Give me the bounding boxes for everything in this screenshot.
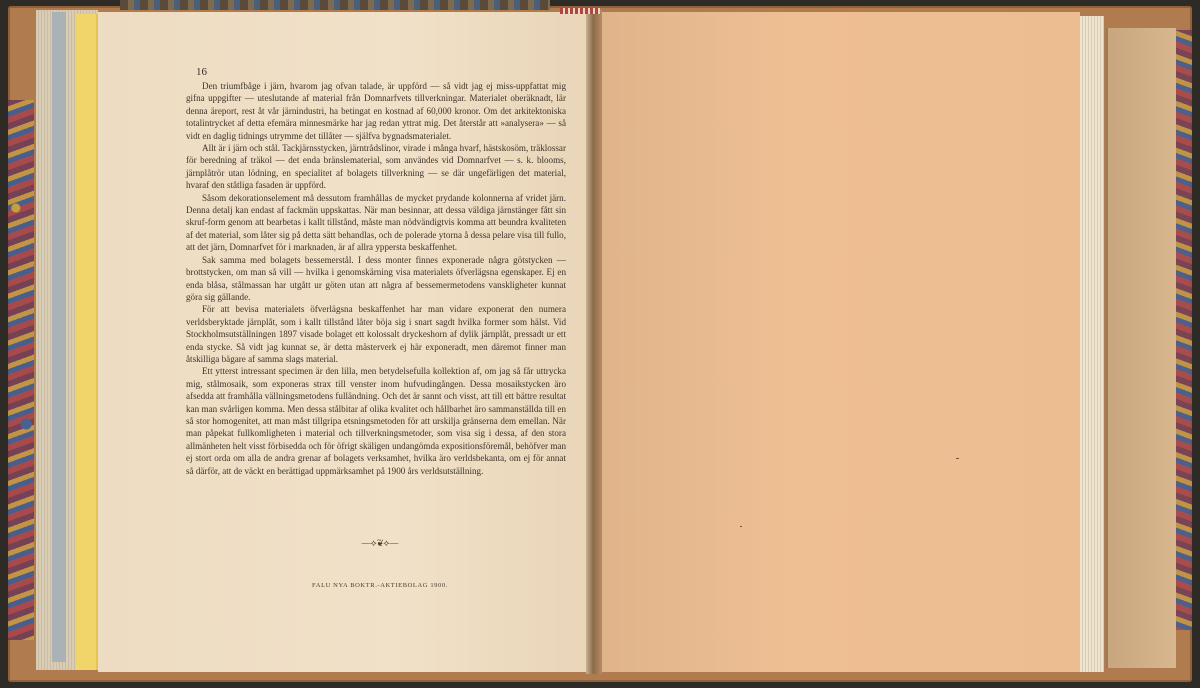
spine-thread: [560, 8, 600, 14]
paragraph: Allt är i järn och stål. Tackjärnsstycken, järntrådslinor, virade i många hvarf, hästskosöm, träklossar för beredning af träkol — det enda bränslematerial, som användes vid Domnarfvet — s. k. blooms, järnplåtrör utan lödning, en specialitet af bolagets tillverkning — se där ungefärligen det material, hvaraf den ståtliga fasaden är uppförd.: [186, 143, 566, 191]
paragraph: Den triumfbåge i järn, hvarom jag ofvan talade, är uppförd — så vidt jag ej miss-uppfattat mig gifna uppgifter — uteslutande af material från Domnarfvets tillverkningar. Materialet oberäknadt, lär denna äreport, rest åt vår järnindustri, ha betingat en kostnad af 60,000 kronor. Om det arkitektoniska totalintrycket af detta efemära minnesmärke har jag redan yttrat mig. Det återstår att »analysera» — så vidt en daglig tidnings utrymme det tillåter — själfva bygnadsmaterialet.: [186, 81, 566, 141]
page-number: 16: [196, 66, 207, 78]
body-text: [186, 80, 566, 477]
paragraph: Sak samma med bolagets bessemerstål. I dess monter finnes exponerade några götstycken — brottstycken, om man så vill — hvilka i genomskärning visa materialets öfverlägsna egenskaper. Ej en enda blåsa, stålmassan har utgått ur göten utan att några af bessemermetodens vanskligheter kunnat göra sig gällande.: [186, 254, 566, 302]
decorative-rule: [330, 538, 430, 549]
book-gutter: [586, 10, 602, 674]
marbled-endpaper-right: [1176, 30, 1192, 630]
yellow-page-edge: [76, 14, 98, 670]
paragraph: Såsom dekorationselement må dessutom framhållas de mycket prydande kolonnerna af vridet järn. Denna detalj kan endast af fackmän uppskattas. När man besinnar, att dessa väldiga järnstänger fått sin skruf-form genom att bearbetas i kallt tillstånd, måste man nödvändigtvis komma att beundra kvaliteten af det material, som låter sig på detta sätt behandlas, och de polerade ytorna å dessa pelare visa till fullo, att det järn, Domnarfvet för i marknaden, är af allra yppersta beskaffenhet.: [186, 192, 566, 253]
marbled-edge-top: [120, 0, 550, 10]
marbled-endpaper-left: [8, 100, 34, 640]
paragraph: För att bevisa materialets öfverlägsna beskaffenhet har man vidare exponerat den numera verldsberyktade järnplåt, som i kallt tillstånd låter böja sig i snart sagdt hvilka former som hälst. Vid Stockholmsutställningen 1897 visade bolaget ett kolossalt dryckeshorn af dylik järnplåt, pressadt ur ett enda stycke. Så vidt jag kunnat se, är detta mästerverk ej här exponeradt, men däremot finner man åtskilliga bägare af samma slags material.: [186, 304, 566, 364]
page-stack-left-tinted: [52, 12, 66, 662]
paper-speck: [956, 458, 959, 459]
printer-imprint: FALU NYA BOKTR.-AKTIEBOLAG 1900.: [312, 582, 448, 589]
right-page-blank: [600, 12, 1080, 672]
paragraph: Ett ytterst intressant specimen är den lilla, men betydelsefulla kollektion af, om jag så får uttrycka mig, stålmosaik, som exponeras strax till venster inom hufvudingången. Dessa mosaikstycken äro afsedda att framhålla vällningsmetodens fulländning. Och det är sannt och visst, att till ett bättre resultat kan man svårligen komma. Men dessa stålbitar af olika kvalitet och hållbarhet äro sammanställda till en så stor homogenitet, att man måst tillgripa etsningsmetoden för att urskilja gränserna dem emellan. När man påpekat fullkomligheten i material och tillverkningsmetoder, som visa sig i dessa, af den stora allmänheten helt visst förbisedda och för öfrigt skäligen undangömda expositionsföremål, behöfver man ej stort orda om alla de andra grenar af bolagets verksamhet, hvilka äro verldsbekanta, om ej för annat så därför, att de väckt en berättigad uppmärksamhet på 1900 års verldsutställning.: [186, 366, 566, 476]
inner-board-right: [1106, 28, 1176, 668]
ornament-glyph: —⟡❦⟡—: [361, 538, 399, 548]
page-stack-right: [1080, 16, 1104, 672]
paper-speck: [740, 526, 742, 527]
